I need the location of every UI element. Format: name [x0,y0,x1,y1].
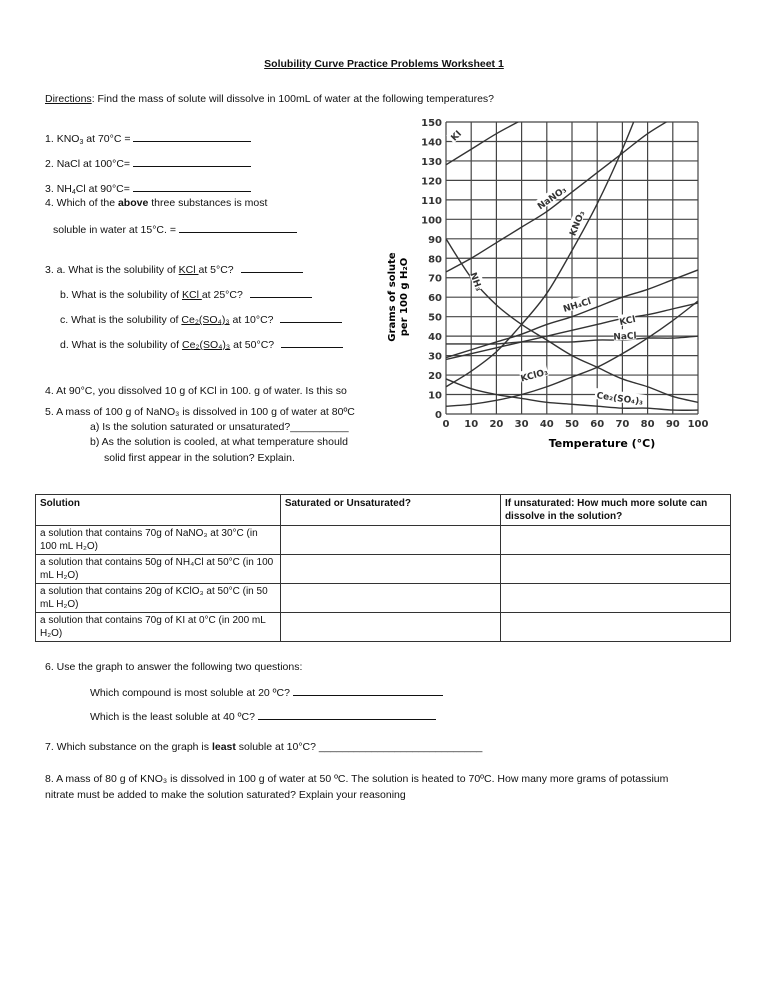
y-tick-label: 150 [421,118,442,129]
table-row [36,613,731,642]
table-cell-solution: a solution that contains 70g of KI at 0°C (in 200 mL H₂O) [36,613,281,642]
question-6b [90,709,436,723]
curve-label-ki: KI [449,129,464,144]
q6b-text: Which is the least soluble at 40 ºC? [90,711,255,723]
q3-compound: NH [56,183,72,195]
q7-text-pre: 7. Which substance on the graph is [45,741,212,753]
question-4b: 4. At 90°C, you dissolved 10 g of KCl in 100. g of water. Is this so [45,385,347,397]
q6b-answer-blank[interactable] [258,709,436,720]
x-tick-label: 50 [565,419,579,430]
table-row [36,526,731,555]
table-cell-saturated[interactable] [280,555,500,584]
y-tick-label: 140 [421,137,442,149]
x-tick-label: 100 [687,419,709,430]
q3b-text: b. What is the solubility of [60,289,182,301]
question-3b [60,287,312,301]
q3-answer-blank[interactable] [133,181,251,192]
q3d-answer-blank[interactable] [281,337,343,348]
q4-line2-text: soluble in water at 15°C. = [53,224,179,236]
table-row [36,555,731,584]
y-tick-label: 120 [421,176,442,188]
question-3a [45,262,303,276]
q4-text-pre: 4. Which of the [45,197,118,209]
x-tick-label: 10 [464,419,479,430]
y-tick-label: 20 [428,371,442,383]
q6a-text: Which compound is most soluble at 20 ºC? [90,687,290,699]
y-tick-label: 60 [428,293,442,305]
q3-subscript: 4 [71,189,76,196]
table-cell-more-solute[interactable] [500,613,730,642]
solubility-chart [380,112,740,457]
question-2 [45,156,251,170]
chart-x-axis-label: Temperature (°C) [548,437,656,450]
q1-subscript: 3 [79,139,84,146]
table-cell-more-solute[interactable] [500,526,730,555]
table-cell-more-solute[interactable] [500,584,730,613]
curve-label-nacl: NaCl [613,331,637,343]
q3b-answer-blank[interactable] [250,287,312,298]
q3-text: Cl at 90°C= [75,183,133,195]
q1-compound: KNO [56,133,80,145]
question-3c [60,312,342,326]
directions [45,93,494,105]
chart-grid [446,122,698,414]
q3c-rest: at 10°C? [229,314,274,326]
y-tick-label: 30 [428,351,442,363]
y-tick-label: 0 [435,410,442,421]
table-cell-solution: a solution that contains 70g of NaNO₃ at 30°C (in 100 mL H₂O) [36,526,281,555]
curve-label-nano3: NaNO₃ [536,185,569,213]
table-cell-saturated[interactable] [280,526,500,555]
q3c-answer-blank[interactable] [280,312,342,323]
q4-bold-word: above [117,197,149,209]
y-tick-label: 10 [428,390,442,402]
q7-text-post[interactable]: soluble at 10°C? ____________________________ [235,741,483,753]
q3a-rest: at 5°C? [198,264,234,276]
curve-label-ce2so43: Ce₂(SO₄)₃ [595,391,644,408]
x-tick-label: 40 [539,419,554,430]
chart-ticks [421,118,708,430]
q3c-compound: Ce₂(SO₄)₃ [181,314,230,326]
question-5-stem: 5. A mass of 100 g of NaNO₃ is dissolved in 100 g of water at 80ºC [45,406,355,418]
curve-label-kclo3: KClO₃ [519,367,550,385]
q3a-text: 3. a. What is the solubility of [45,264,179,276]
table-cell-solution: a solution that contains 50g of NH₄Cl at 50°C (in 100 mL H₂O) [36,555,281,584]
q3-number: 3. [45,183,54,195]
table-cell-saturated[interactable] [280,584,500,613]
q1-text: at 70°C = [83,133,134,145]
y-tick-label: 100 [421,215,442,227]
y-tick-label: 50 [428,312,442,324]
directions-text: : Find the mass of solute will dissolve in 100mL of water at the following temperatures? [91,93,494,105]
question-8-line2: nitrate must be added to make the solution saturated? Explain your reasoning [45,789,406,801]
q2-answer-blank[interactable] [133,156,251,167]
q3d-rest: at 50°C? [230,339,275,351]
curve-label-nh3: NH₃ [467,271,484,293]
q2-text: NaCl at 100°C= [56,158,133,170]
question-4-line2 [53,222,297,236]
y-tick-label: 90 [428,234,442,246]
q3a-answer-blank[interactable] [241,262,303,273]
q3d-compound: Ce₂(SO₄)₃ [181,339,231,351]
x-tick-label: 0 [442,419,450,430]
question-6a [90,685,443,699]
curve-label-kno3: KNO₃ [568,209,588,238]
table-header-saturated: Saturated or Unsaturated? [280,495,500,526]
q3a-compound: KCl [178,264,199,276]
question-8-line1: 8. A mass of 80 g of KNO₃ is dissolved in 100 g of water at 50 ºC. The solution is heated to 70ºC. How many more grams of potassium [45,773,669,785]
table-cell-saturated[interactable] [280,613,500,642]
question-6-stem: 6. Use the graph to answer the following two questions: [45,661,303,673]
question-5b-line1: b) As the solution is cooled, at what temperature should [90,436,348,448]
x-tick-label: 30 [514,419,529,430]
q3c-text: c. What is the solubility of [60,314,182,326]
question-3 [45,181,251,195]
table-cell-more-solute[interactable] [500,555,730,584]
question-5a: a) Is the solution saturated or unsaturated?__________ [90,421,349,433]
chart-curve-labels [446,126,646,408]
x-tick-label: 20 [489,419,504,430]
question-7 [45,741,482,753]
curve-label-nh4cl: NH₄Cl [562,296,593,315]
directions-label: Directions [45,93,92,105]
worksheet-title: Solubility Curve Practice Problems Worksheet 1 [264,58,504,70]
table-header-solution: Solution [36,495,281,526]
q6a-answer-blank[interactable] [293,685,443,696]
q7-bold-word: least [211,741,236,753]
question-1 [45,131,251,145]
curve-label-kcl: KCl [618,314,637,329]
chart-y-axis-label-line2: per 100 g H₂O [399,257,410,337]
y-tick-label: 130 [421,156,442,168]
q4-text-post: three substances is most [148,197,268,209]
x-tick-label: 70 [615,419,630,430]
y-tick-label: 110 [421,195,442,207]
table-row [36,584,731,613]
y-tick-label: 40 [428,332,442,344]
q3b-compound: KCl [181,289,202,301]
q2-number: 2. [45,158,54,170]
x-tick-label: 80 [640,419,655,430]
q4-answer-blank[interactable] [179,222,297,233]
y-tick-label: 70 [428,273,442,285]
table-cell-solution: a solution that contains 20g of KClO₃ at 50°C (in 50 mL H₂O) [36,584,281,613]
chart-y-axis-label-line1: Grams of solute [387,252,398,342]
x-tick-label: 90 [665,419,680,430]
solution-table [35,494,731,642]
question-3d [60,337,343,351]
q3b-rest: at 25°C? [201,289,243,301]
question-4-line1 [45,197,267,209]
q3d-text: d. What is the solubility of [60,339,182,351]
q1-number: 1. [45,133,54,145]
x-tick-label: 60 [590,419,605,430]
q1-answer-blank[interactable] [133,131,251,142]
question-5b-line2: solid first appear in the solution? Explain. [104,452,295,464]
table-header-more-solute: If unsaturated: How much more solute can dissolve in the solution? [500,495,730,526]
y-tick-label: 80 [428,254,442,266]
